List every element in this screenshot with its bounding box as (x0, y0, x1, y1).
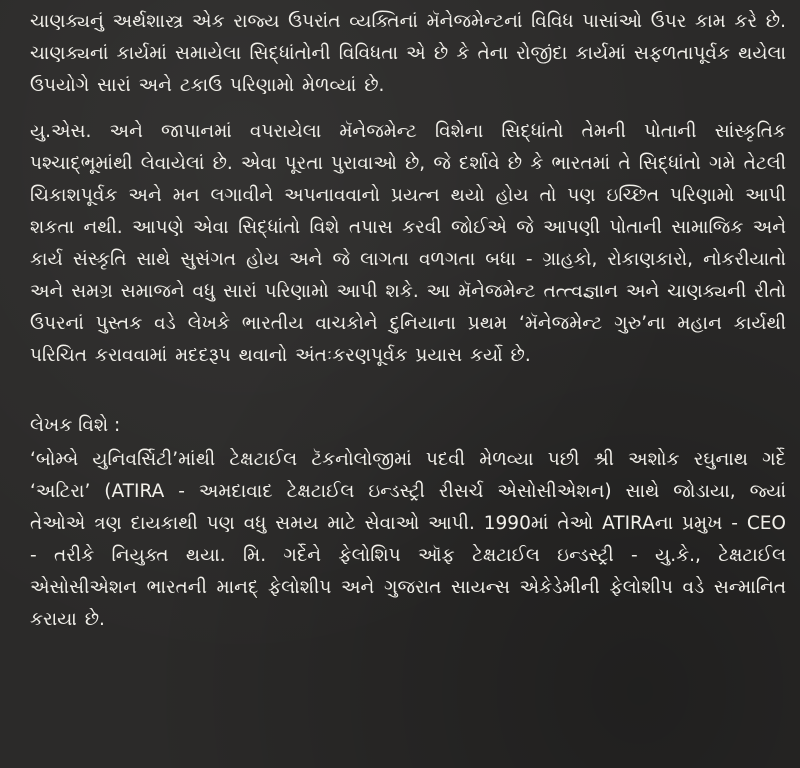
intro-paragraph: ચાણક્યનું અર્થશાસ્ત્ર એક રાજ્ય ઉપરાંત વ્યક્તિનાં મૅનેજમેન્ટનાં વિવિધ પાસાંઓ ઉપર કામ કરે છે. ચાણક્યનાં કાર્યમાં સમાયેલા સિદ્ધાંતોની વિવિધતા એ છે કે તેના રોજીંદા કાર્યમાં સફળતાપૂર્વક થયેલા ઉપયોગે સારાં અને ટકાઉ પરિણામો મેળવ્યાં છે. (30, 11, 786, 96)
about-author-heading: લેખક વિશે : (30, 415, 121, 436)
management-paragraph: યુ.એસ. અને જાપાનમાં વપરાયેલા મૅનેજમેન્ટ વિશેના સિદ્ધાંતો તેમની પોતાની સાંસ્કૃતિક પશ્ચાદ્ભૂમાંથી લેવાયેલાં છે. એવા પૂરતા પુરાવાઓ છે, જે દર્શાવે છે કે ભારતમાં તે સિદ્ધાંતો ગમે તેટલી ચિકાશપૂર્વક અને મન લગાવીને અપનાવવાનો પ્રયત્ન થયો હોય તો પણ ઇચ્છિત પરિણામો આપી શકતા નથી. આપણે એવા સિદ્ધાંતો વિશે તપાસ કરવી જોઈએ જે આપણી પોતાની સામાજિક અને કાર્ય સંસ્કૃતિ સાથે સુસંગત હોય અને જે લાગતા વળગતા બધા - ગ્રાહકો, રોકાણકારો, નોકરીયાતો અને સમગ્ર સમાજને વધુ સારાં પરિણામો આપી શકે. આ મૅનેજમેન્ટ તત્ત્વજ્ઞાન અને ચાણક્યની રીતો ઉપરનાં પુસ્તક વડે લેખકે ભારતીય વાચકોને દુનિયાના પ્રથમ ‘મૅનેજમેન્ટ ગુરુ’ના મહાન કાર્યથી પરિચિત કરાવવામાં મદદરૂપ થવાનો અંતઃકરણપૂર્વક પ્રયાસ કર્યો છે. (30, 121, 786, 366)
about-author-paragraph: ‘બોમ્બે યુનિવર્સિટી’માંથી ટેક્ષટાઈલ ટૅકનોલોજીમાં પદવી મેળવ્યા પછી શ્રી અશોક રઘુનાથ ગર્દે ‘અટિરા’ (ATIRA - અમદાવાદ ટેક્ષટાઈલ ઇન્ડસ્ટ્રી રીસર્ચ એસોસીએશન) સાથે જોડાયા, જ્યાં તેઓએ ત્રણ દાયકાથી પણ વધુ સમય માટે સેવાઓ આપી. 1990માં તેઓ ATIRAના પ્રમુખ - CEO - તરીકે નિયુક્ત થયા. મિ. ગર્દેને ફેલોશિપ ઑફ ટેક્ષટાઈલ ઇન્ડસ્ટ્રી - યુ.કે., ટેક્ષટાઈલ એસોસીએશન ભારતની માનદ્ ફેલોશીપ અને ગુજરાત સાયન્સ એકેડેમીની ફેલોશીપ વડે સન્માનિત કરાયા છે. (30, 449, 786, 630)
